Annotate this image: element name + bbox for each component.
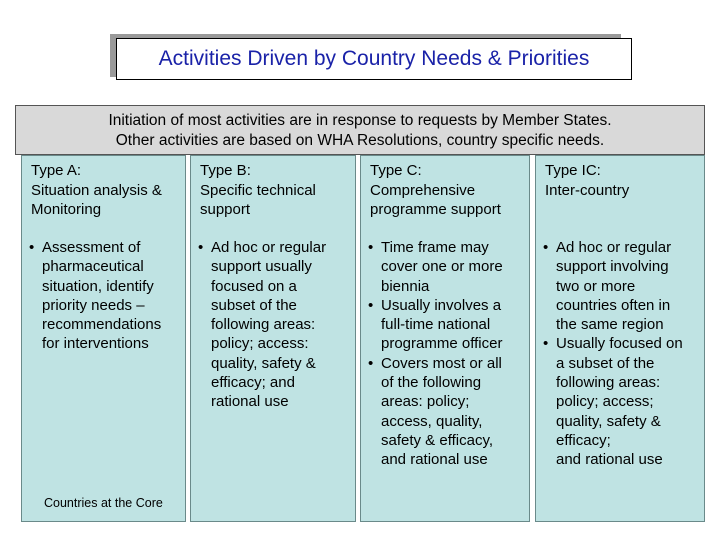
column-heading-line: support [200,201,251,218]
activity-type-column [190,155,356,522]
bullet-line: full-time national [381,316,491,334]
bullet-line: of the following [381,374,482,392]
bullet-line: efficacy; and [211,374,295,392]
bullet-item [26,238,183,354]
page-title: Activities Driven by Country Needs & Priorities [116,38,632,80]
bullet-line: situation, identify [42,277,154,295]
bullet-line: for interventions [42,335,149,353]
bullet-item [540,334,702,469]
initiation-banner [15,105,705,155]
bullet-line: and rational use [556,451,663,469]
column-heading [200,161,353,220]
bullet-line: the same region [556,316,664,334]
bullet-dot-icon: • [543,335,549,353]
column-heading-line: Specific technical [200,181,316,199]
bullet-line: efficacy; [556,431,611,449]
column-heading-line: Type A: [31,162,82,179]
banner-line-2: Other activities are based on WHA Resolutions, country specific needs. [115,132,605,149]
bullet-line: priority needs – [42,296,145,314]
bullet-line: subset of the [211,296,297,314]
bullet-line: two or more [556,277,636,295]
bullet-line: policy; access: [211,335,309,353]
bullet-line: following areas: [211,316,316,334]
column-heading-line: programme support [370,201,501,218]
bullet-line: safety & efficacy, [381,431,493,449]
bullet-line: quality, safety & [556,412,661,430]
bullet-list [365,238,527,470]
bullet-item [195,238,353,412]
column-heading [545,161,702,200]
bullet-line: Ad hoc or regular [556,239,672,256]
bullet-line: a subset of the [556,354,655,372]
column-heading-line: Situation analysis & [31,181,162,199]
bullet-line: cover one or more [381,258,503,276]
bullet-line: policy; access; [556,393,654,411]
column-heading-line: Comprehensive [370,181,476,199]
bullet-line: support usually [211,258,312,276]
bullet-list [195,238,353,412]
column-heading [370,161,527,220]
bullet-line: following areas: [556,374,661,392]
bullet-line: Usually focused on [556,335,683,353]
bullet-item [540,238,702,334]
bullet-line: rational use [211,393,289,411]
bullet-line: support involving [556,258,669,276]
bullet-line: Ad hoc or regular [211,239,327,256]
bullet-line: Usually involves a [381,296,502,314]
column-heading-line: Type B: [200,162,251,179]
banner-line-1: Initiation of most activities are in response to requests by Member States. [108,112,612,129]
column-heading-line: Inter-country [545,181,630,199]
bullet-line: quality, safety & [211,354,316,372]
bullet-dot-icon: • [543,239,549,256]
bullet-line: countries often in [556,296,671,314]
bullet-dot-icon: • [29,239,35,256]
activity-type-column [360,155,530,522]
column-heading-line: Type IC: [545,162,601,179]
bullet-item [365,296,527,354]
bullet-line: programme officer [381,335,503,353]
bullet-line: and rational use [381,451,488,469]
bullet-item [365,354,527,470]
bullet-dot-icon: • [198,239,204,256]
activity-type-column [535,155,705,522]
column-heading [31,161,183,220]
activity-type-column [21,155,186,522]
bullet-line: recommendations [42,316,162,334]
bullet-line: access, quality, [381,412,483,430]
bullet-dot-icon: • [368,296,374,314]
bullet-line: focused on a [211,277,297,295]
bullet-dot-icon: • [368,239,374,256]
bullet-item [365,238,527,296]
bullet-list [540,238,702,470]
bullet-line: Time frame may [381,239,489,256]
footer-note: Countries at the Core [44,496,163,510]
bullet-dot-icon: • [368,354,374,372]
column-heading-line: Type C: [370,162,422,179]
bullet-list [26,238,183,354]
bullet-line: areas: policy; [381,393,470,411]
bullet-line: pharmaceutical [42,258,144,276]
bullet-line: biennia [381,277,430,295]
column-heading-line: Monitoring [31,201,102,218]
bullet-line: Assessment of [42,239,141,256]
bullet-line: Covers most or all [381,354,502,372]
